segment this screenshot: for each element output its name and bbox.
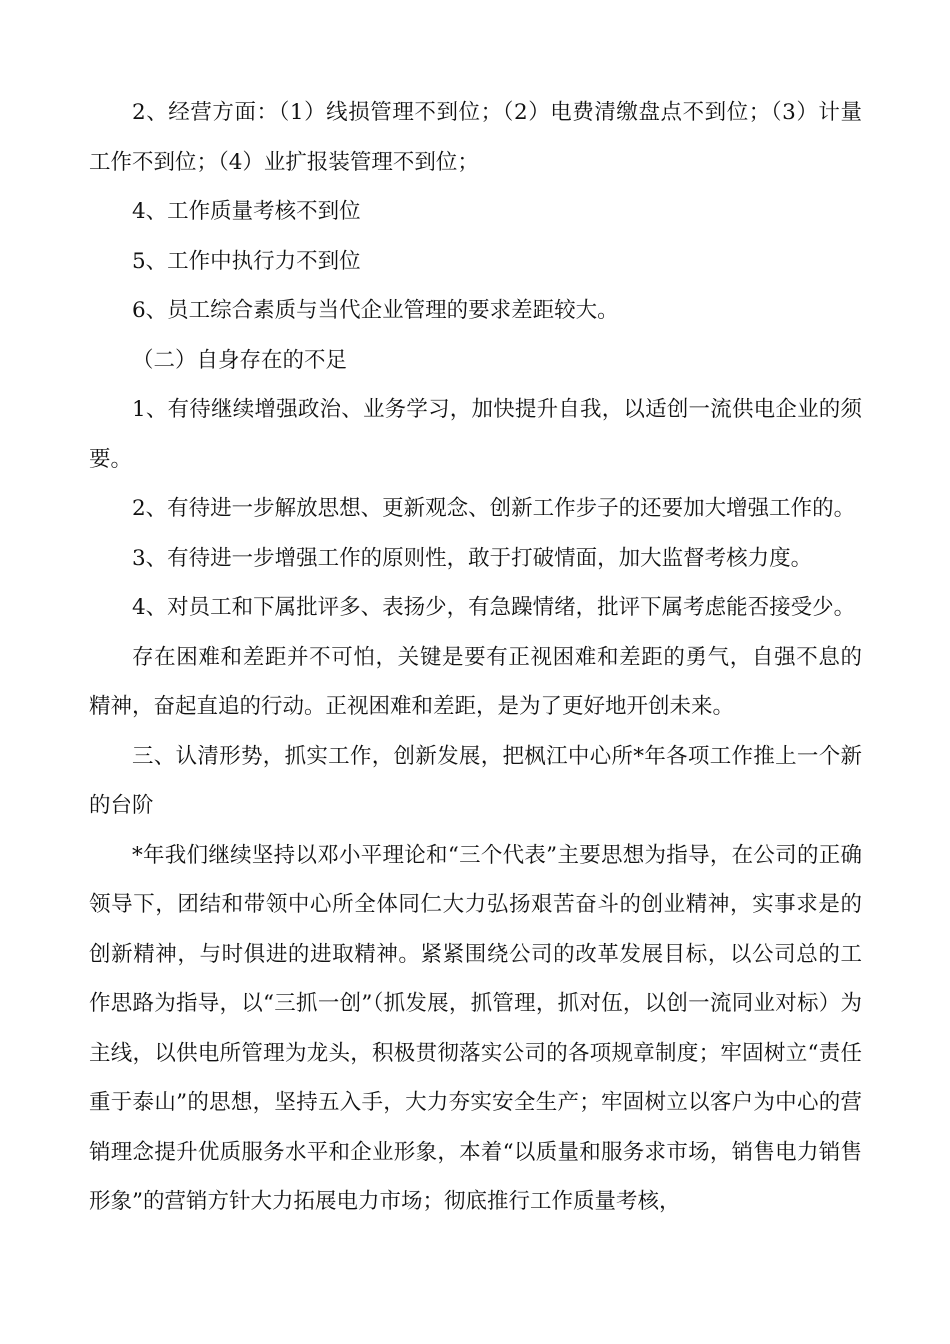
paragraph-quality-assessment: 4、工作质量考核不到位 [132,199,361,224]
section-heading-three: 三、认清形势，抓实工作，创新发展，把枫江中心所*年各项工作推上一个新的台阶 [89,743,862,818]
paragraph-shortcoming-2: 2、有待进一步解放思想、更新观念、创新工作步子的还要加大增强工作的。 [132,496,856,521]
paragraph-shortcoming-3: 3、有待进一步增强工作的原则性，敢于打破情面，加大监督考核力度。 [132,545,813,571]
paragraph-shortcoming-4: 4、对员工和下属批评多、表扬少，有急躁情绪，批评下属考虑能否接受少。 [132,595,856,620]
section-heading-self-shortcomings: （二）自身存在的不足 [132,347,348,373]
paragraph-annual-plan: *年我们继续坚持以邓小平理论和“三个代表”主要思想为指导，在公司的正确领导下，团结和带领中心所全体同仁大力弘扬艰苦奋斗的创业精神，实事求是的创新精神，与时俱进的进取精神。紧紧围绕公司的改革发展目标，以公司总的工作思路为指导，以“三抓一创”（抓发展，抓管理，抓对伍，以创一流同业对标）为主线，以供电所管理为龙头，积极贯彻落实公司的各项规章制度；牢固树立“责任重于泰山”的思想，坚持五入手，大力夯实安全生产；牢固树立以客户为中心的营销理念提升优质服务水平和企业形象，本着“以质量和服务求市场，销售电力销售形象”的营销方针大力拓展电力市场；彻底推行工作质量考核， [89,842,862,1214]
paragraph-shortcoming-1: 1、有待继续增强政治、业务学习，加快提升自我，以适创一流供电企业的须要。 [89,397,862,472]
paragraph-operations-issues: 2、经营方面：（1）线损管理不到位；（2）电费清缴盘点不到位；（3）计量工作不到位；（4）业扩报装管理不到位； [89,100,862,175]
paragraph-difficulties: 存在困难和差距并不可怕，关键是要有正视困难和差距的勇气，自强不息的精神，奋起直追的行动。正视困难和差距，是为了更好地开创未来。 [89,644,862,719]
paragraph-execution: 5、工作中执行力不到位 [132,248,361,274]
paragraph-staff-quality: 6、员工综合素质与当代企业管理的要求差距较大。 [132,298,619,323]
document-body [89,88,862,1227]
